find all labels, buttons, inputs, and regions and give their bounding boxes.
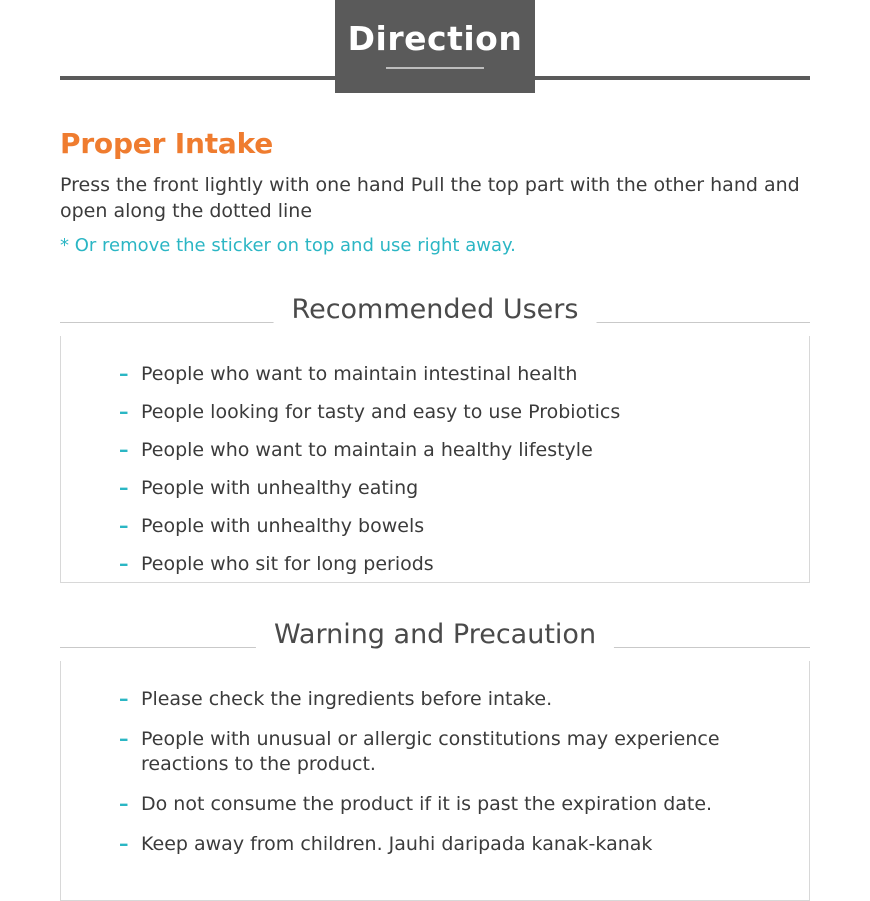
list-item-text: People with unhealthy eating [141, 477, 419, 500]
list-item [119, 476, 769, 501]
recommended-users-box [60, 336, 810, 583]
list-item [119, 400, 769, 425]
warning-title: Warning and Precaution [256, 621, 614, 648]
dash-icon: – [119, 727, 129, 750]
proper-intake-body: Press the front lightly with one hand Pull the top part with the other hand and open along the dotted line [60, 174, 800, 223]
list-item-text: Keep away from children. Jauhi daripada kanak-kanak [141, 833, 653, 856]
warning-title-row [60, 618, 810, 661]
list-item-text: People with unusual or allergic constitutions may experience reactions to the product. [141, 727, 720, 775]
proper-intake-section [0, 93, 870, 258]
list-item-text: People who want to maintain intestinal health [141, 362, 578, 385]
dash-icon: – [119, 362, 129, 385]
list-item-text: People looking for tasty and easy to use Probiotics [141, 400, 621, 423]
list-item [119, 552, 769, 577]
recommended-users-title: Recommended Users [274, 296, 597, 323]
dash-icon: – [119, 833, 129, 856]
proper-intake-heading: Proper Intake [60, 127, 274, 160]
proper-intake-note: * Or remove the sticker on top and use right away. [60, 235, 516, 257]
dash-icon: – [119, 477, 129, 500]
list-item [119, 792, 754, 817]
recommended-users-title-row [60, 293, 810, 336]
list-item-text: Do not consume the product if it is past the expiration date. [141, 793, 713, 816]
header-title-tab [335, 0, 535, 93]
recommended-users-section [60, 293, 810, 583]
list-item [119, 514, 769, 539]
list-item-text: People who sit for long periods [141, 553, 434, 576]
warning-list [61, 687, 809, 857]
warning-section [60, 618, 810, 901]
dash-icon: – [119, 793, 129, 816]
page-title: Direction [347, 19, 523, 58]
dash-icon: – [119, 400, 129, 423]
list-item [119, 438, 769, 463]
recommended-users-list [61, 362, 809, 577]
list-item [119, 687, 754, 712]
list-item [119, 832, 754, 857]
dash-icon: – [119, 438, 129, 461]
warning-box [60, 661, 810, 901]
page-header [0, 0, 870, 93]
list-item [119, 362, 769, 387]
list-item-text: People with unhealthy bowels [141, 515, 425, 538]
list-item-text: People who want to maintain a healthy lifestyle [141, 438, 593, 461]
dash-icon: – [119, 515, 129, 538]
list-item [119, 727, 754, 777]
list-item-text: Please check the ingredients before intake. [141, 687, 553, 710]
title-underline [386, 67, 484, 69]
dash-icon: – [119, 553, 129, 576]
dash-icon: – [119, 687, 129, 710]
